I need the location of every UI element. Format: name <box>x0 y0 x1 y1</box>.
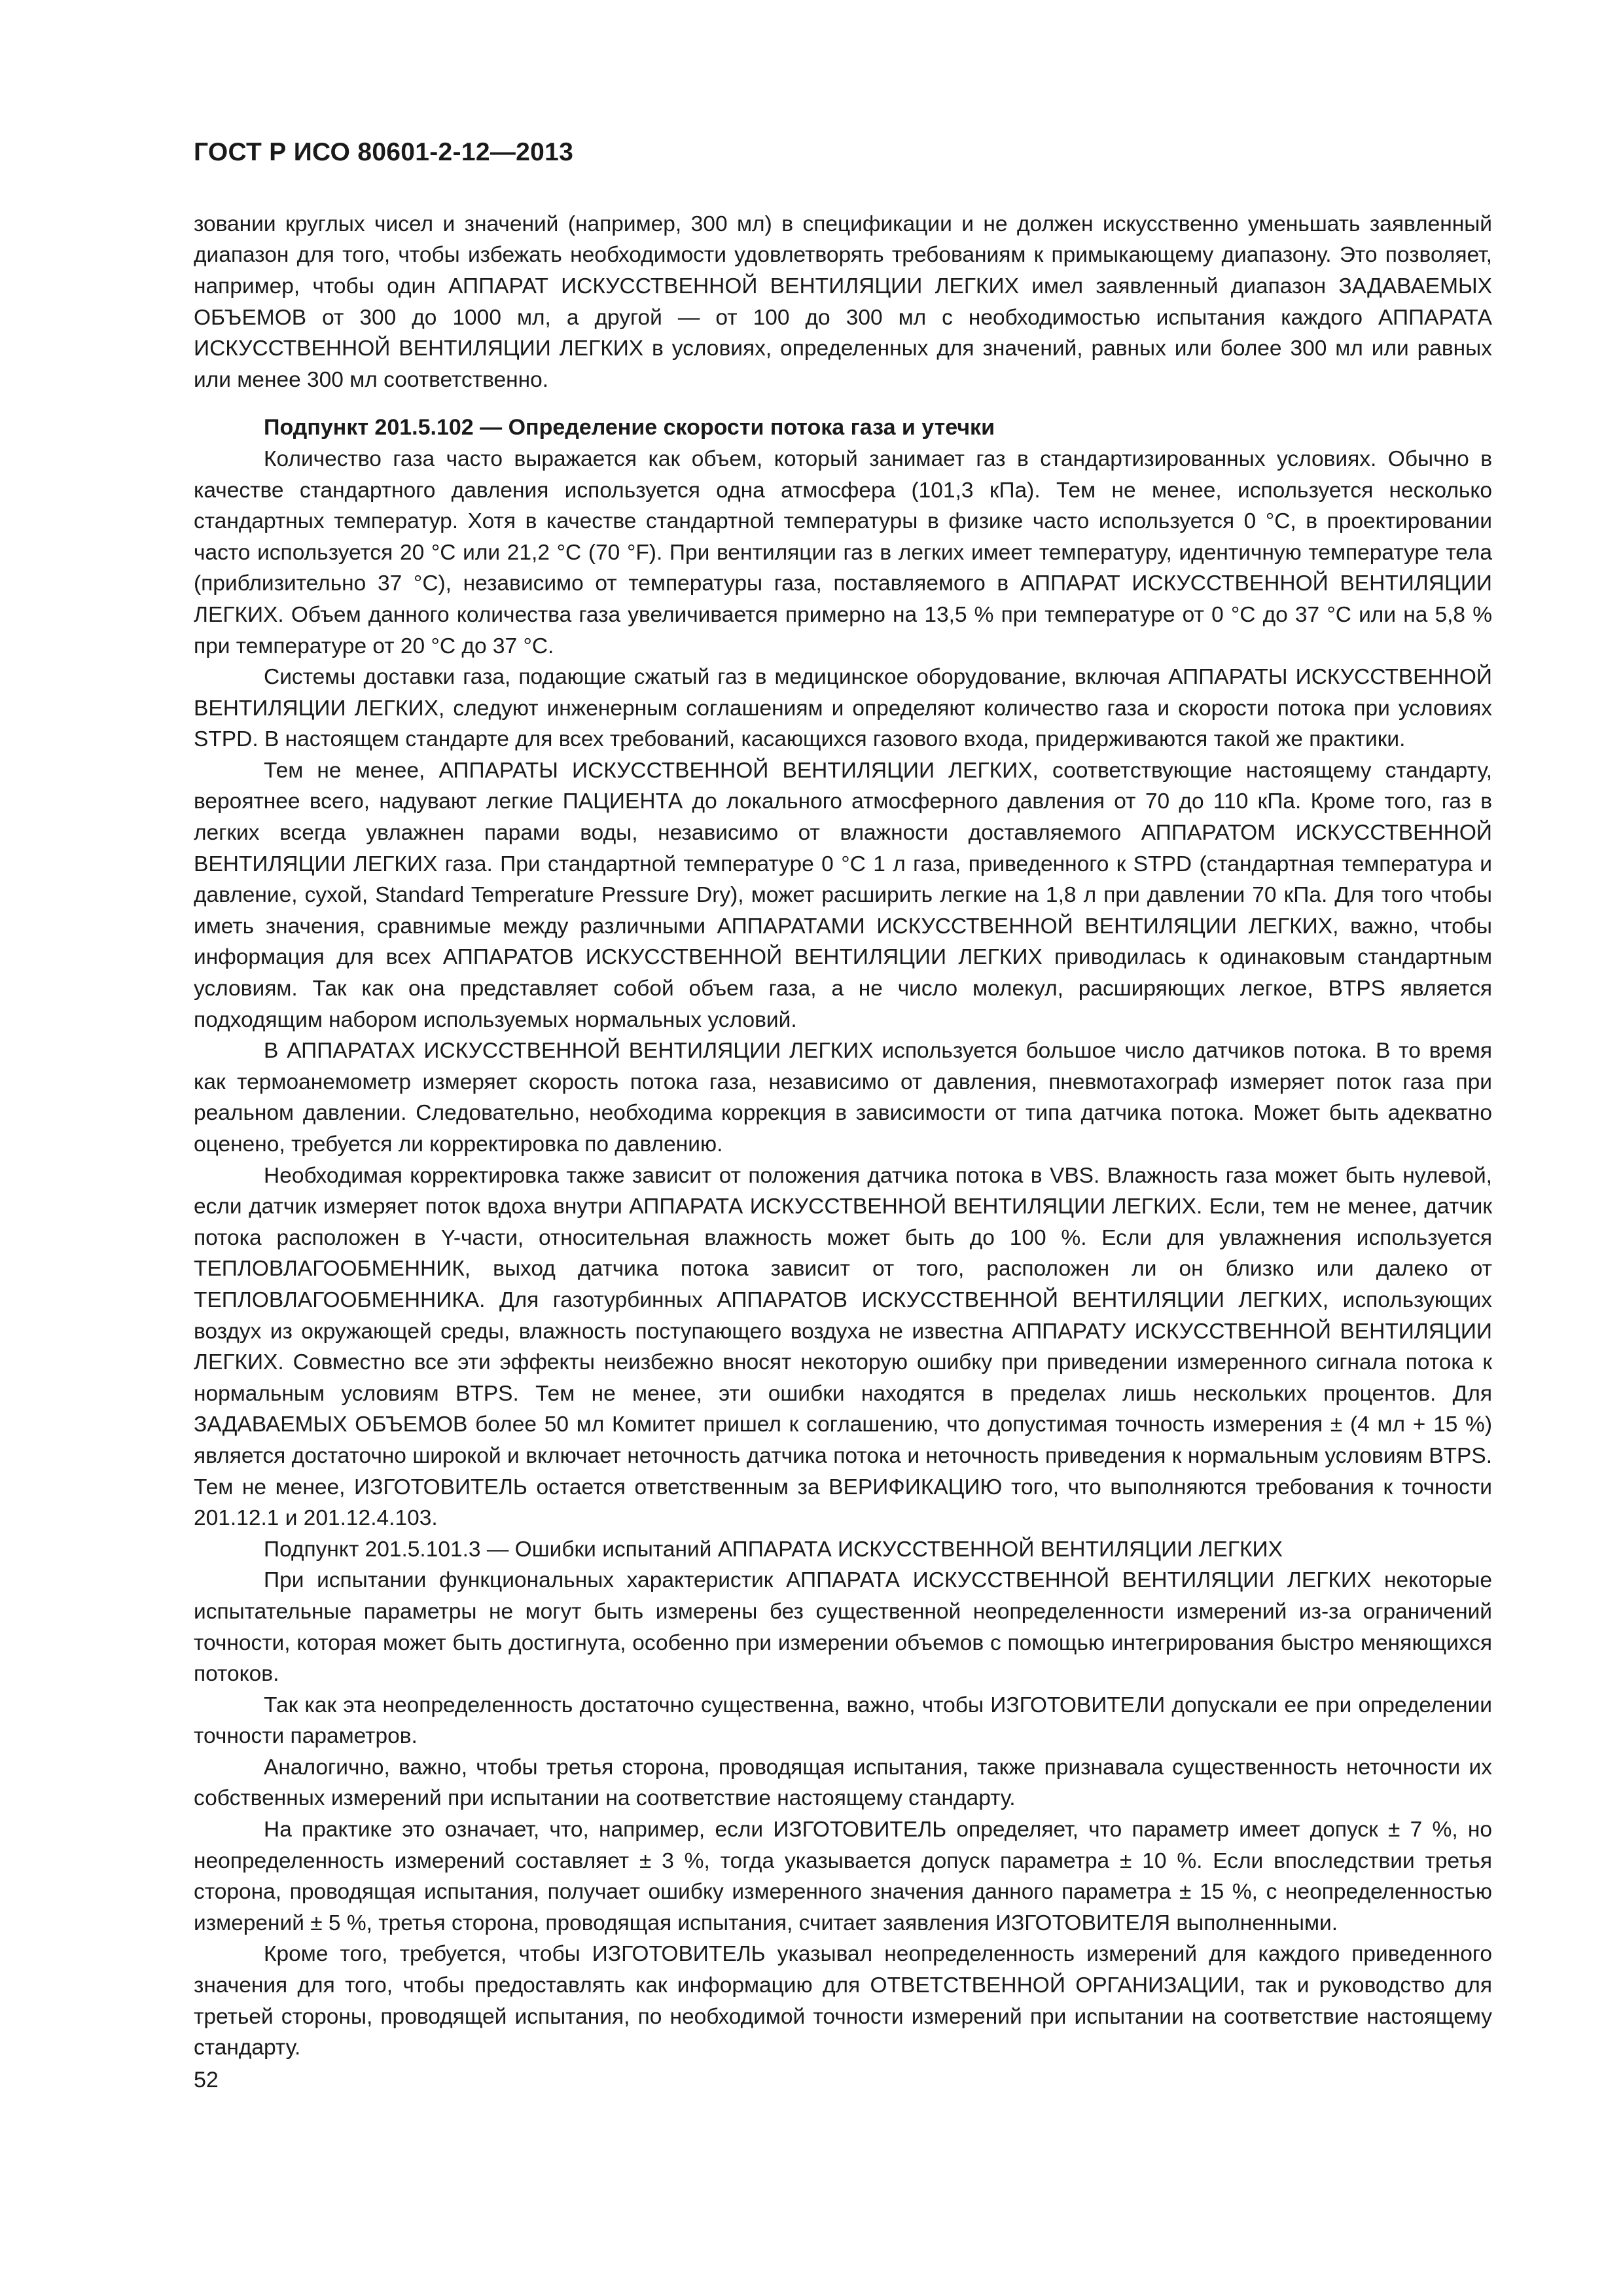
document-page <box>194 137 1492 2096</box>
subsection-heading-errors: Подпункт 201.5.101.3 — Ошибки испытаний АППАРАТА ИСКУССТВЕННОЙ ВЕНТИЛЯЦИИ ЛЕГКИХ <box>264 1537 1283 1562</box>
paragraph-gas-quantity: Количество газа часто выражается как объем, который занимает газ в стандартизированных условиях. Обычно в качестве стандартного давления используется одна атмосфера (101,3 кПа). Тем не менее, используется несколько стандартных температур. Хотя в качестве стандартной температуры в физике часто используется 0 °C, в проектировании часто используется 20 °C или 21,2 °C (70 °F). При вентиляции газ в легких имеет температуру, идентичную температуре тела (приблизительно 37 °C), независимо от температуры газа, поставляемого в АППАРАТ ИСКУССТВЕННОЙ ВЕНТИЛЯЦИИ ЛЕГКИХ. Объем данного количества газа увеличивается примерно на 13,5 % при температуре от 0 °C до 37 °C или на 5,8 % при температуре от 20 °C до 37 °C. <box>194 446 1492 658</box>
page-number: 52 <box>194 2067 219 2092</box>
paragraph-gas-delivery: Системы доставки газа, подающие сжатый газ в медицинское оборудование, включая АППАРАТЫ ИСКУССТВЕННОЙ ВЕНТИЛЯЦИИ ЛЕГКИХ, следуют инженерным соглашениям и определяют количество газа и скорости потока при условиях STPD. В настоящем стандарте для всех требований, касающихся газового входа, придерживаются такой же практики. <box>194 665 1492 752</box>
paragraph-continued: зовании круглых чисел и значений (например, 300 мл) в спецификации и не должен искусственно уменьшать заявленный диапазон для того, чтобы избежать необходимости удовлетворять требованиям к примыкающему диапазону. Это позволяет, например, чтобы один АППАРАТ ИСКУССТВЕННОЙ ВЕНТИЛЯЦИИ ЛЕГКИХ имел заявленный диапазон ЗАДАВАЕМЫХ ОБЪЕМОВ от 300 до 1000 мл, а другой — от 100 до 300 мл с необходимостью испытания каждого АППАРАТА ИСКУССТВЕННОЙ ВЕНТИЛЯЦИИ ЛЕГКИХ в условиях, определенных для значений, равных или более 300 мл или равных или менее 300 мл соответственно. <box>194 211 1492 392</box>
paragraph-testing: При испытании функциональных характеристик АППАРАТА ИСКУССТВЕННОЙ ВЕНТИЛЯЦИИ ЛЕГКИХ некоторые испытательные параметры не могут быть измерены без существенной неопределенности измерений из-за ограничений точности, которая может быть достигнута, особенно при измерении объемов с помощью интегрирования быстро меняющихся потоков. <box>194 1568 1492 1687</box>
paragraph-manufacturer: Кроме того, требуется, чтобы ИЗГОТОВИТЕЛЬ указывал неопределенность измерений для каждого приведенного значения для того, чтобы предоставлять как информацию для ОТВЕТСТВЕННОЙ ОРГАНИЗАЦИИ, так и руководство для третьей стороны, проводящей испытания, по необходимой точности измерений при испытании на соответствие настоящему стандарту. <box>194 1942 1492 2060</box>
paragraph-third-party: Аналогично, важно, чтобы третья сторона, проводящая испытания, также признавала существенность неточности их собственных измерений при испытании на соответствие настоящему стандарту. <box>194 1755 1492 1811</box>
paragraph-flow-sensors: В АППАРАТАХ ИСКУССТВЕННОЙ ВЕНТИЛЯЦИИ ЛЕГКИХ используется большое число датчиков потока. В то время как термоанемометр измеряет скорость потока газа, независимо от давления, пневмотахограф измеряет поток газа при реальном давлении. Следовательно, необходима коррекция в зависимости от типа датчика потока. Может быть адекватно оценено, требуется ли корректировка по давлению. <box>194 1039 1492 1157</box>
paragraph-correction: Необходимая корректировка также зависит от положения датчика потока в VBS. Влажность газа может быть нулевой, если датчик измеряет поток вдоха внутри АППАРАТА ИСКУССТВЕННОЙ ВЕНТИЛЯЦИИ ЛЕГКИХ. Если, тем не менее, датчик потока расположен в Y-части, относительная влажность может быть до 100 %. Если для увлажнения используется ТЕПЛОВЛАГООБМЕННИК, выход датчика потока зависит от того, расположен ли он близко или далеко от ТЕПЛОВЛАГООБМЕННИКА. Для газотурбинных АППАРАТОВ ИСКУССТВЕННОЙ ВЕНТИЛЯЦИИ ЛЕГКИХ, использующих воздух из окружающей среды, влажность поступающего воздуха не известна АППАРАТУ ИСКУССТВЕННОЙ ВЕНТИЛЯЦИИ ЛЕГКИХ. Совместно все эти эффекты неизбежно вносят некоторую ошибку при приведении измеренного сигнала потока к нормальным условиям BTPS. Тем не менее, эти ошибки находятся в пределах лишь нескольких процентов. Для ЗАДАВАЕМЫХ ОБЪЕМОВ более 50 мл Комитет пришел к соглашению, что допустимая точность измерения ± (4 мл + 15 %) является достаточно широкой и включает неточность датчика потока и неточность приведения к нормальным условиям BTPS. Тем не менее, ИЗГОТОВИТЕЛЬ остается ответственным за ВЕРИФИКАЦИЮ того, что выполняются требования к точности 201.12.1 и 201.12.4.103. <box>194 1163 1492 1531</box>
document-body <box>194 209 1492 2064</box>
paragraph-btps: Тем не менее, АППАРАТЫ ИСКУССТВЕННОЙ ВЕНТИЛЯЦИИ ЛЕГКИХ, соответствующие настоящему стандарту, вероятнее всего, надувают легкие ПАЦИЕНТА до локального атмосферного давления от 70 до 110 кПа. Кроме того, газ в легких всегда увлажнен парами воды, независимо от влажности доставляемого АППАРАТОМ ИСКУССТВЕННОЙ ВЕНТИЛЯЦИИ ЛЕГКИХ газа. При стандартной температуре 0 °C 1 л газа, приведенного к STPD (стандартная температура и давление, сухой, Standard Temperature Pressure Dry), может расширить легкие на 1,8 л при давлении 70 кПа. Для того чтобы иметь значения, сравнимые между различными АППАРАТАМИ ИСКУССТВЕННОЙ ВЕНТИЛЯЦИИ ЛЕГКИХ, важно, чтобы информация для всех АППАРАТОВ ИСКУССТВЕННОЙ ВЕНТИЛЯЦИИ ЛЕГКИХ приводилась к одинаковым стандартным условиям. Так как она представляет собой объем газа, а не число молекул, расширяющих легкое, BTPS является подходящим набором используемых нормальных условий. <box>194 758 1492 1032</box>
paragraph-practice: На практике это означает, что, например, если ИЗГОТОВИТЕЛЬ определяет, что параметр имеет допуск ± 7 %, но неопределенность измерений составляет ± 3 %, тогда указывается допуск параметра ± 10 %. Если впоследствии третья сторона, проводящая испытания, получает ошибку измеренного значения данного параметра ± 15 %, с неопределенностью измерений ± 5 %, третья сторона, проводящая испытания, считает заявления ИЗГОТОВИТЕЛЯ выполненными. <box>194 1818 1492 1935</box>
paragraph-uncertainty: Так как эта неопределенность достаточно существенна, важно, чтобы ИЗГОТОВИТЕЛИ допускали ее при определении точности параметров. <box>194 1693 1492 1749</box>
subsection-heading: Подпункт 201.5.102 — Определение скорости потока газа и утечки <box>264 415 995 440</box>
document-header: ГОСТ Р ИСО 80601-2-12—2013 <box>194 138 574 166</box>
